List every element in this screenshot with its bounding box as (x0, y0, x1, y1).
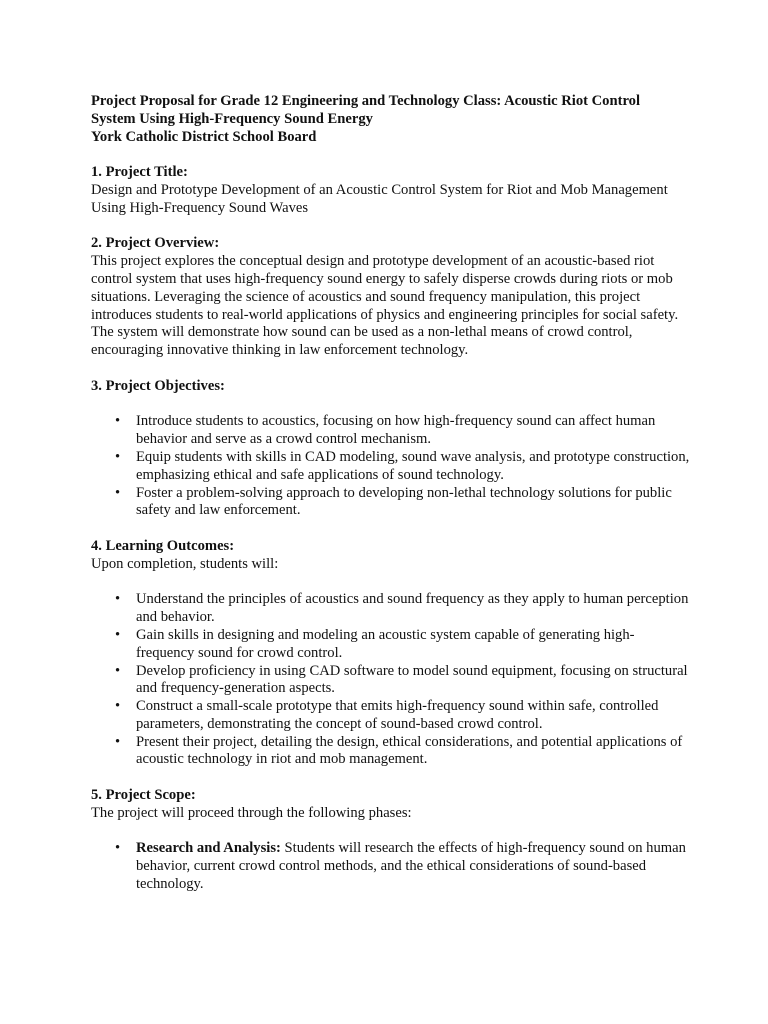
section-project-scope (91, 787, 691, 894)
list-item (136, 840, 691, 893)
section-project-objectives (91, 378, 691, 520)
section-intro: The project will proceed through the following phases: (91, 804, 412, 821)
document-title-line-2: System Using High-Frequency Sound Energy (91, 110, 373, 127)
list-item: • Present their project, detailing the design, ethical considerations, and potential applications of acoustic technology in riot and mob management. (136, 734, 691, 770)
list-item: • Foster a problem-solving approach to developing non-lethal technology solutions for public safety and law enforcement. (136, 485, 691, 521)
list-item: • Understand the principles of acoustics and sound frequency as they apply to human perception and behavior. (136, 591, 691, 627)
section-project-overview (91, 235, 691, 360)
section-heading: 1. Project Title: (91, 164, 188, 181)
list-item: • Equip students with skills in CAD modeling, sound wave analysis, and prototype construction, emphasizing ethical and safe applications of sound technology. (136, 449, 691, 485)
document-page (91, 93, 691, 912)
section-learning-outcomes (91, 538, 691, 769)
list-item: • Construct a small-scale prototype that emits high-frequency sound within safe, controlled parameters, demonstrating the concept of sound-based crowd control. (136, 698, 691, 734)
section-heading: 4. Learning Outcomes: (91, 537, 235, 554)
list-item: • Develop proficiency in using CAD software to model sound equipment, focusing on structural and frequency-generation aspects. (136, 663, 691, 699)
school-board-name: York Catholic District School Board (91, 128, 317, 145)
section-heading: 3. Project Objectives: (91, 377, 225, 394)
outcomes-list (91, 591, 691, 769)
document-header (91, 93, 691, 146)
list-item-label: Research and Analysis: (136, 840, 281, 857)
list-item: • Introduce students to acoustics, focusing on how high-frequency sound can affect human behavior and serve as a crowd control mechanism. (136, 413, 691, 449)
section-project-title (91, 164, 691, 217)
section-intro: Upon completion, students will: (91, 555, 279, 572)
section-body: Design and Prototype Development of an Acoustic Control System for Riot and Mob Management Using High-Frequency Sound Waves (91, 181, 668, 216)
objectives-list (91, 413, 691, 520)
scope-list (91, 840, 691, 893)
section-body: This project explores the conceptual design and prototype development of an acoustic-based riot control system that uses high-frequency sound energy to safely disperse crowds during riots or mob situations. Leveraging the science of acoustics and sound frequency manipulation, this project introduces students to real-world applications of physics and engineering principles for social safety. The system will demonstrate how sound can be used as a non-lethal means of crowd control, encouraging innovative thinking in law enforcement technology. (91, 253, 679, 359)
document-title-line-1: Project Proposal for Grade 12 Engineering and Technology Class: Acoustic Riot Control (91, 93, 641, 109)
list-item-text: Students will research the effects of high-frequency sound on human behavior, current crowd control methods, and the ethical considerations of sound-based technology. (136, 840, 686, 893)
section-heading: 2. Project Overview: (91, 235, 220, 252)
section-heading: 5. Project Scope: (91, 787, 196, 804)
list-item: • Gain skills in designing and modeling an acoustic system capable of generating high-frequency sound for crowd control. (136, 627, 691, 663)
